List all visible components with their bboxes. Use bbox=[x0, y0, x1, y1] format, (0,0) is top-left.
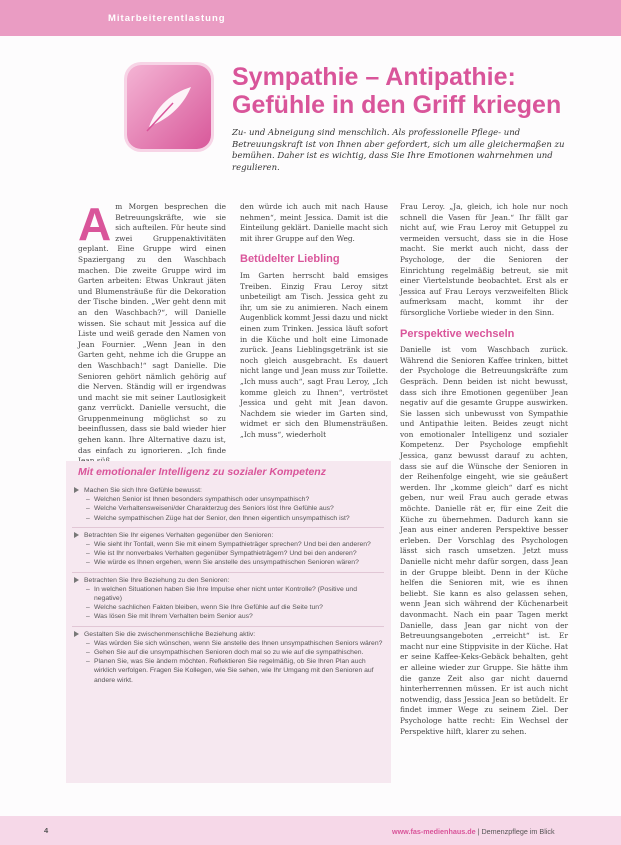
bullet-triangle-icon bbox=[74, 532, 79, 538]
column-3-text-2: Danielle ist vom Waschbach zurück. Während die Senioren Kaffee trinken, bittet der Psychologe die Betreuungskräfte zum Gespräch. Denn beiden ist nicht bewusst, dass sich ihre Emotionen gegenüber Jean negativ auf die gesamte Gruppe auswirken. Sie lassen sich unbewusst von Sympathie und Antipathie leiten. Beides zeugt nicht von emotionaler Intelligenz und sozialer Kompetenz. Der Psychologe empfiehlt Jessica, ganz bewusst darauf zu achten, dass sie auf die Wünsche der Senioren in der Reihenfolge eingeht, wie sie geäußert werden. Ihr „komme gleich“ darf es nicht geben, nur weil Frau auch gerade etwas möchte. Danielle rät er, für eine Zeit die Küche zu übernehmen. Dadurch kann sie Jean aus einer anderen Perspektive besser erleben. Der Vorschlag des Psychologen lässt sich rasch umsetzen. Jetzt muss Danielle nicht mehr dafür sorgen, dass Jean in der Gruppe bleibt. Denn in der Küche helfen die Senioren mit, wie es ihnen beliebt. Sie kann es also gelassen sehen, wenn Jean sich während der Küchenarbeit davonmacht. Nach ein paar Tagen merkt Danielle, dass Jean gar nicht von der Betreuungsangeboten „erreicht“ ist. Er macht nur eine Stippvisite in der Küche. Hat er seine Kaffee-Keks-Gebäck behalten, geht er alleine wieder zur Gruppe. Sie hätte ihm die ganze Zeit also gar nicht dauernd hinterherrennen müssen. Er ist auch nicht notwendig, dass Jessica Jean so betüdelt. Er findet immer Wege zu seinem Ziel. Der Psychologe hatte recht: Ein Wechsel der Perspektive hilft, klarer zu sehen. bbox=[400, 345, 568, 736]
column-2-text: den würde ich auch mit nach Hause nehmen“, meint Jessica. Damit ist die Einteilung geklärt. Danielle macht sich mit ihrer Gruppe auf den Weg. bbox=[240, 202, 388, 243]
info-box-subpoint: – Wie sieht Ihr Tonfall, wenn Sie mit einem Sympathieträger sprechen? Und bei den anderen? bbox=[94, 540, 384, 549]
info-box-subpoint: – In welchen Situationen haben Sie Ihre Impulse eher nicht unter Kontrolle? (Positive und negative) bbox=[94, 585, 384, 603]
info-box bbox=[66, 461, 391, 783]
page-footer bbox=[0, 816, 621, 845]
article-lead: Zu- und Abneigung sind menschlich. Als professionelle Pflege- und Betreuungskraft ist von Ihnen aber gefordert, sich um alle gleichermaßen zu bemühen. Daher ist es wichtig, dass Sie Ihre Emotionen wahrnehmen und regulieren. bbox=[232, 128, 565, 173]
column-3 bbox=[400, 202, 568, 737]
column-3-text: Frau Leroy. „Ja, gleich, ich hole nur noch schnell die Vasen für Jean.“ Ihr fällt gar nicht auf, wie Frau Leroy mit Getuppel zu vermeiden versucht, dass sie in die Hose macht. Sie merkt auch nicht, dass der Psychologe, der die Senioren der Einrichtung regelmäßig betreut, sie mit einer Viertelstunde beobachtet. Erst als er Jessica auf Frau Leroys verzweifelten Blick aufmerksam macht, kommt ihr der fürsorgliche Vorliebe wieder in den Sinn. bbox=[400, 202, 568, 317]
column-1 bbox=[78, 198, 226, 467]
info-box-subpoint: – Welche sympathischen Züge hat der Senior, den Ihnen eigentlich unsympathisch ist? bbox=[94, 514, 384, 523]
info-box-subpoint: – Planen Sie, was Sie ändern möchten. Reflektieren Sie regelmäßig, ob Sie Ihren Plan auch wirklich verfolgen. Fragen Sie Kollegen, wie Sie sehen, wie Ihr Umgang mit den Senioren auf andere wirkt. bbox=[94, 657, 384, 685]
info-box-question: Betrachten Sie Ihr eigenes Verhalten gegenüber den Senioren: bbox=[84, 531, 274, 539]
title-line-1: Sympathie – Antipathie: bbox=[232, 63, 516, 91]
footer-url bbox=[392, 827, 555, 836]
info-box-item bbox=[72, 627, 384, 689]
column-1-text: m Morgen besprechen die Betreuungskräfte, wie sie sich aufteilen. Für heute sind zwei Gruppenaktivitäten geplant. Eine Gruppe wird einen Spaziergang zu den Waschbach machen. Die zweite Gruppe wird im Garten arbeiten: Etwas Unkraut jäten und Blumensträuße für die Dekoration der Tische binden. „Wer geht denn mit an den Waschbach?“, will Danielle wissen. Sie schaut mit Jessica auf die Liste und weiß gerade den Namen von Jean Fournier. „Wenn Jean in den Garten geht, nehme ich die Gruppe an den Waschbach!“ sagt Danielle. Die Senioren gehört nämlich gehörig auf die Nerven. Ständig will er irgendwas und macht sie mit seiner Lautlosigkeit ganz verrückt. Danielle versucht, die Gruppenmeinung möglichst so zu beeinflussen, dass sie bald wieder hier gehen kann. Ihre Alternative dazu ist, das einfach zu ignorieren. „Ich finde bbox=[78, 202, 226, 455]
info-box-list bbox=[72, 483, 384, 689]
info-box-subpoint: – Wie ist Ihr nonverbales Verhalten gegenüber Sympathieträgern? Und bei den anderen? bbox=[94, 549, 384, 558]
dropcap: A bbox=[78, 198, 112, 250]
info-box-subpoint: – Welchen Senior ist Ihnen besonders sympathisch oder unsympathisch? bbox=[94, 495, 384, 504]
info-box-item bbox=[72, 528, 384, 573]
page-number: 4 bbox=[44, 826, 49, 835]
column-2-text-2: Im Garten herrscht bald emsiges Treiben. Einzig Frau Leroy sitzt unbeteiligt am Tisch. Jessica geht zu ihr, um sie zu animieren. Nach einem Augenblick kommt Jessi dazu und nickt einen zum Trinken. Jessica läuft sofort in die Küche und holt eine Limonade zurück. Jeans Lieblingsgetränk ist sie noch gleich ausgebracht. Es dauert nicht lange und Jean muss zur Toilette. „Ich muss auch“, sagt Frau Leroy, „Ich komme gleich zu Ihnen“, vertröstet Jessica und geht mit Jean davon. Nachdem sie wieder im Garten sind, widmet er sich den Blumensträußen. „Ich muss“, wiederholt bbox=[240, 270, 388, 439]
info-box-question: Machen Sie sich Ihre Gefühle bewusst: bbox=[84, 487, 202, 494]
bullet-triangle-icon bbox=[74, 577, 79, 583]
info-box-item bbox=[72, 483, 384, 528]
section-header-bar bbox=[0, 0, 621, 36]
feather-icon bbox=[127, 65, 211, 149]
info-box-subpoint: – Welche sachlichen Fakten bleiben, wenn Sie Ihre Gefühle auf die Seite tun? bbox=[94, 603, 384, 612]
bullet-triangle-icon bbox=[74, 487, 79, 493]
subhead-perspektive-wechseln: Perspektive wechseln bbox=[400, 327, 515, 340]
column-2 bbox=[240, 202, 388, 440]
title-line-2: Gefühle in den Griff kriegen bbox=[232, 91, 562, 119]
footer-url-domain: www.fas-medienhaus.de bbox=[392, 827, 476, 836]
info-box-subpoint: – Gehen Sie auf die unsympathischen Senioren doch mal so zu wie auf die sympathischen. bbox=[94, 648, 384, 657]
info-box-question: Betrachten Sie Ihre Beziehung zu den Senioren: bbox=[84, 576, 230, 584]
info-box-question: Gestalten Sie die zwischenmenschliche Beziehung aktiv: bbox=[84, 630, 256, 638]
article-title bbox=[232, 63, 592, 119]
subhead-betuedelter-liebling: Betüdelter Liebling bbox=[240, 253, 340, 266]
info-box-title: Mit emotionaler Intelligenz zu sozialer Kompetenz bbox=[78, 466, 326, 478]
footer-url-suffix: | Demenzpflege im Blick bbox=[475, 827, 555, 836]
bullet-triangle-icon bbox=[74, 631, 79, 637]
info-box-subpoint: – Wie würde es Ihnen ergehen, wenn Sie anstelle des unsympathischen Senioren wären? bbox=[94, 558, 384, 567]
info-box-item bbox=[72, 573, 384, 627]
section-tag: Mitarbeiterentlastung bbox=[108, 13, 226, 24]
info-box-subpoint: – Was lösen Sie mit Ihrem Verhalten beim Senior aus? bbox=[94, 612, 384, 621]
info-box-subpoint: – Welche Verhaltensweiseni/der Charakterzug des Seniors löst Ihre Gefühle aus? bbox=[94, 504, 384, 513]
info-box-subpoint: – Was würden Sie sich wünschen, wenn Sie anstelle des Ihnen unsympathischen Seniors wären? bbox=[94, 639, 384, 648]
